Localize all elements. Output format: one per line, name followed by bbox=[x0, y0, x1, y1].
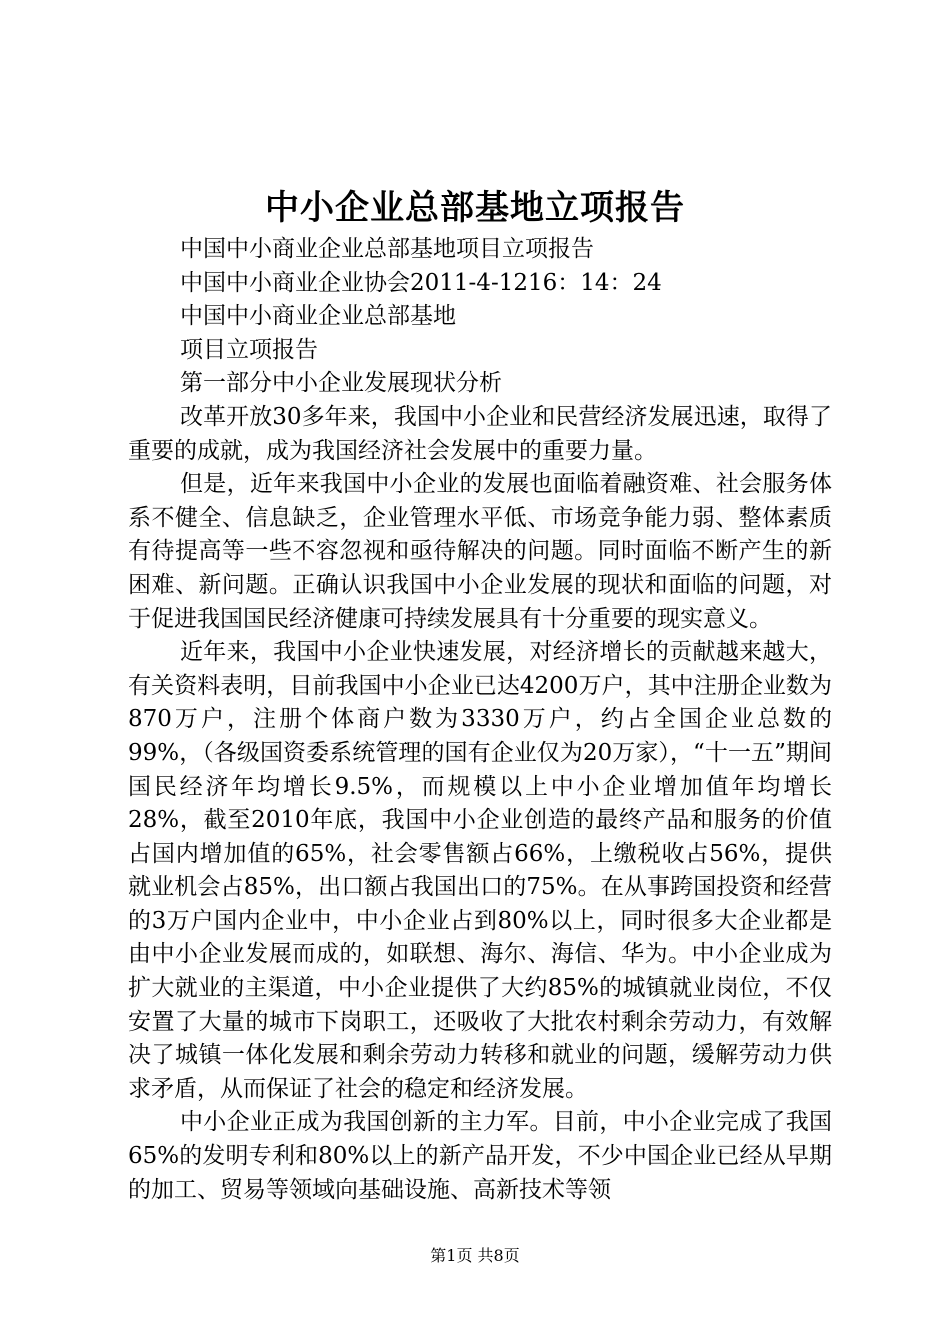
paragraph-report-label: 项目立项报告 bbox=[180, 336, 318, 363]
body-paragraph: 但是，近年来我国中小企业的发展也面临着融资难、社会服务体系不健全、信息缺乏，企业管理水平低、市场竞争能力弱、整体素质有待提高等一些不容忽视和亟待解决的问题。同时面临不断产生的新困难、新问题。正确认识我国中小企业发展的现状和面临的问题，对于促进我国国民经济健康可持续发展具有十分重要的现实意义。 bbox=[128, 471, 832, 632]
paragraph-base-name: 中国中小商业企业总部基地 bbox=[180, 303, 456, 330]
document-title: 中小企业总部基地立项报告 bbox=[265, 188, 685, 228]
section-heading: 第一部分中小企业发展现状分析 bbox=[180, 370, 502, 397]
paragraph-source-date: 中国中小商业企业协会2011-4-1216：14：24 bbox=[180, 269, 662, 296]
body-paragraph: 近年来，我国中小企业快速发展，对经济增长的贡献越来越大，有关资料表明，目前我国中小企业已达4200万户，其中注册企业数为870万户，注册个体商户数为3330万户，约占全国企业总数的99%，（各级国资委系统管理的国有企业仅为20万家），“十一五”期间国民经济年均增长9.5%，而规模以上中小企业增加值年均增长28%，截至2010年底，我国中小企业创造的最终产品和服务的价值占国内增加值的65%，社会零售额占66%，上缴税收占56%，提供就业机会占85%，出口额占我国出口的75%。在从事跨国投资和经营的3万户国内企业中，中小企业占到80%以上，同时很多大企业都是由中小企业发展而成的，如联想、海尔、海信、华为。中小企业成为扩大就业的主渠道，中小企业提供了大约85%的城镇就业岗位，不仅安置了大量的城市下岗职工，还吸收了大批农村剩余劳动力，有效解决了城镇一体化发展和剩余劳动力转移和就业的问题，缓解劳动力供求矛盾，从而保证了社会的稳定和经济发展。 bbox=[128, 639, 832, 1102]
page-footer: 第1页 共8页 bbox=[430, 1246, 520, 1265]
paragraph-heading-project: 中国中小商业企业总部基地项目立项报告 bbox=[180, 236, 594, 262]
document-body bbox=[128, 233, 832, 1207]
body-paragraph: 中小企业正成为我国创新的主力军。目前，中小企业完成了我国65%的发明专利和80%以上的新产品开发，不少中国企业已经从早期的加工、贸易等领域向基础设施、高新技术等领 bbox=[128, 1109, 832, 1203]
body-paragraph: 改革开放30多年来，我国中小企业和民营经济发展迅速，取得了重要的成就，成为我国经济社会发展中的重要力量。 bbox=[128, 403, 832, 464]
